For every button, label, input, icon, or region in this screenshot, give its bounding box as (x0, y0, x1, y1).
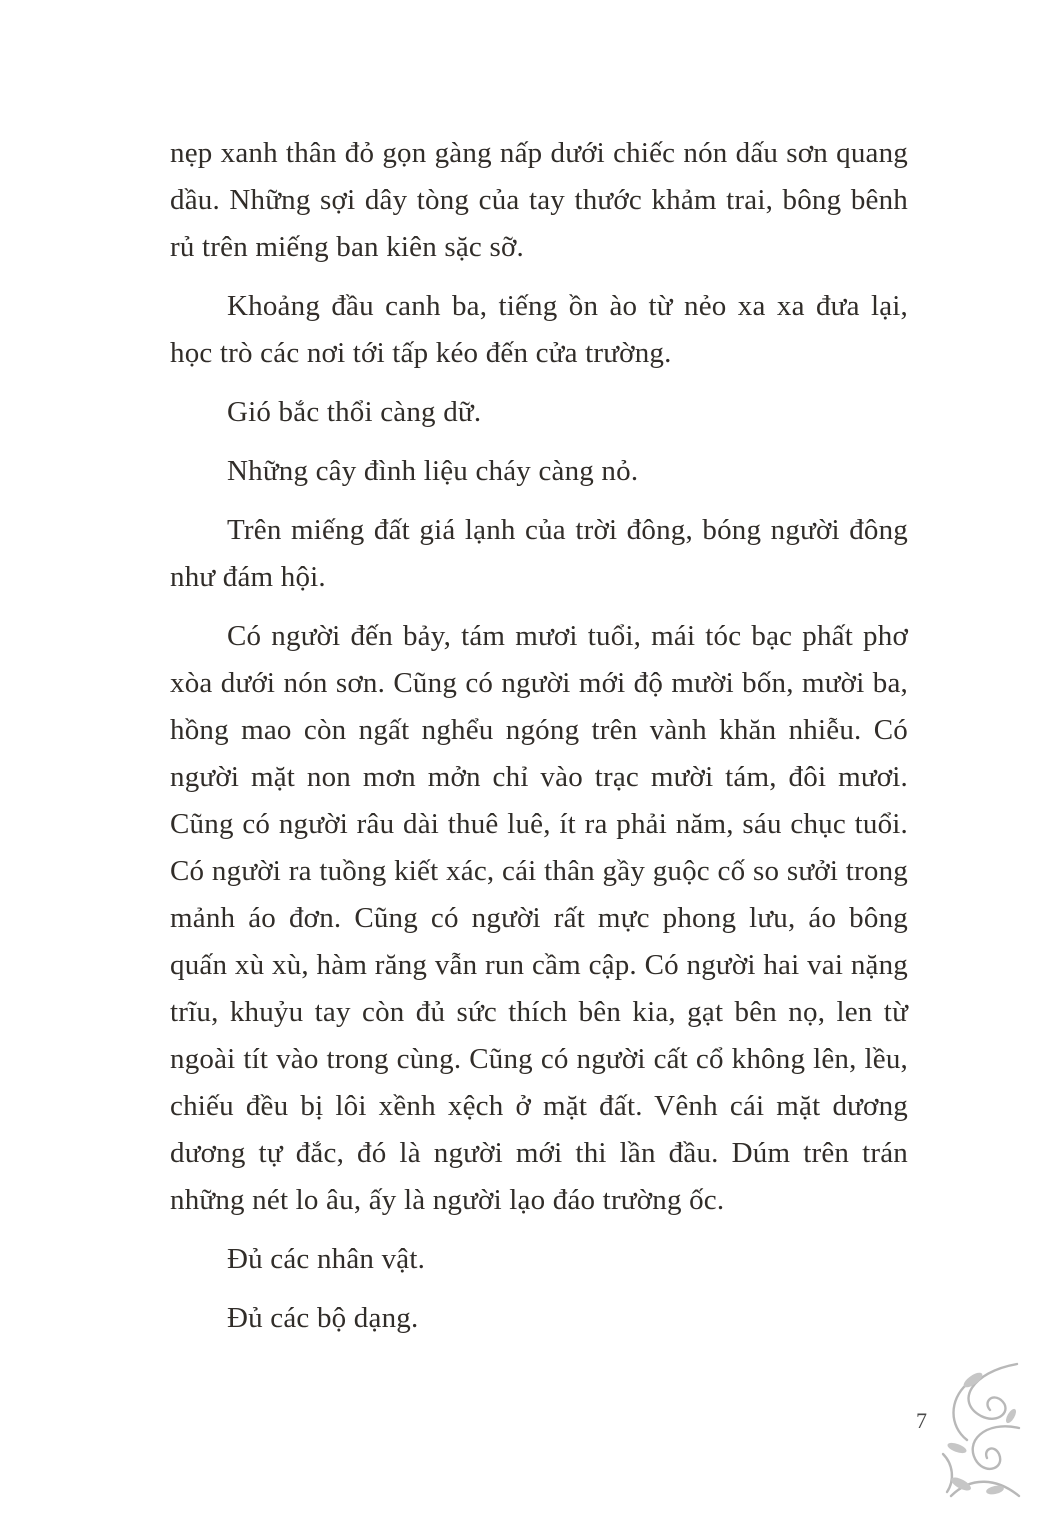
paragraph: Gió bắc thổi càng dữ. (227, 396, 482, 428)
page-number: 7 (916, 1408, 927, 1433)
paragraph: Trên miếng đất giá lạnh của trời đông, bóng người đông như đám hội. (170, 514, 908, 593)
paragraph: Khoảng đầu canh ba, tiếng ồn ào từ nẻo xa xa đưa lại, học trò các nơi tới tấp kéo đến cửa trường. (170, 290, 908, 369)
paragraph: Đủ các nhân vật. (227, 1243, 426, 1275)
text-block (170, 130, 908, 1354)
paragraph: Đủ các bộ dạng. (227, 1302, 419, 1334)
paragraph: Có người đến bảy, tám mươi tuổi, mái tóc bạc phất phơ xòa dưới nón sơn. Cũng có người mới độ mười bốn, mười ba, hồng mao còn ngất nghểu ngóng trên vành khăn nhiễu. Có người mặt non mơn mởn chỉ vào trạc mười tám, đôi mươi. Cũng có người râu dài thuê luê, ít ra phải năm, sáu chục tuổi. Có người ra tuồng kiết xác, cái thân gầy guộc cố so sưởi trong mảnh áo đơn. Cũng có người rất mực phong lưu, áo bông quấn xù xù, hàm răng vẫn run cầm cập. Có người hai vai nặng trĩu, khuỷu tay còn đủ sức thích bên kia, gạt bên nọ, len từ ngoài tít vào trong cùng. Cũng có người cất cổ không lên, lều, chiếu đều bị lôi xềnh xệch ở mặt đất. Vênh cái mặt dương dương tự đắc, đó là người mới thi lần đầu. Dúm trên trán những nét lo âu, ấy là người lạo đáo trường ốc. (170, 620, 908, 1216)
paragraph: nẹp xanh thân đỏ gọn gàng nấp dưới chiếc nón dấu sơn quang dầu. Những sợi dây tòng của tay thước khảm trai, bông bênh rủ trên miếng ban kiên sặc sỡ. (170, 137, 908, 263)
paragraph: Những cây đình liệu cháy càng nỏ. (227, 455, 639, 487)
floral-ornament-icon (893, 1358, 1023, 1508)
